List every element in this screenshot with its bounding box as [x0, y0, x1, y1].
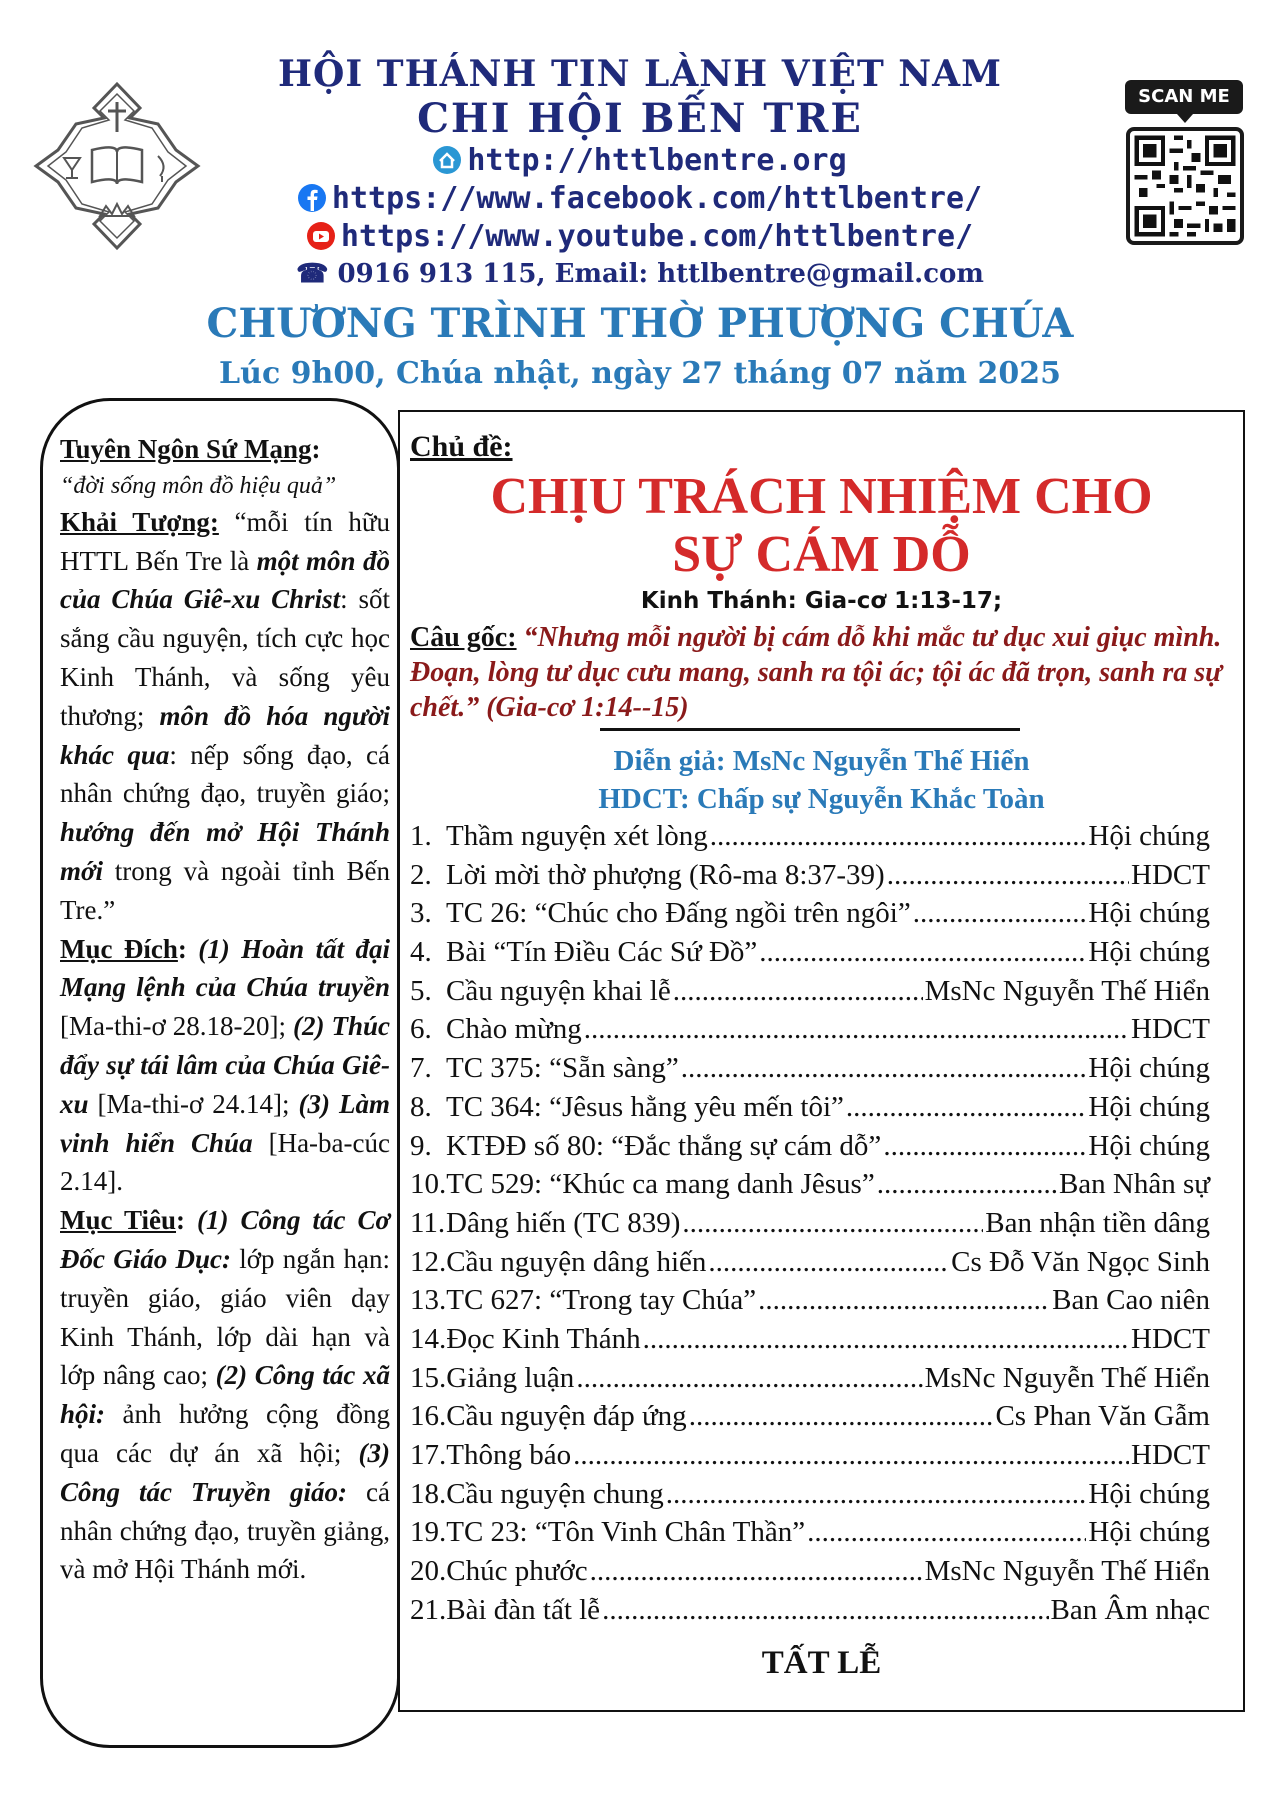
order-item-responsible: HDCT — [1131, 1439, 1210, 1471]
order-item-responsible: Hội chúng — [1088, 897, 1210, 930]
order-item-title: Lời mời thờ phượng (Rô-ma 8:37-39) — [446, 858, 885, 891]
purpose-label: Mục Đích — [60, 933, 178, 964]
divider — [600, 728, 1020, 731]
goals-text: ảnh hưởng cộng đồng qua các dự án xã hội; — [60, 1399, 390, 1468]
order-item-responsible: MsNc Nguyễn Thế Hiển — [924, 1361, 1210, 1394]
youtube-url[interactable]: https://www.youtube.com/httlbentre/ — [340, 219, 974, 254]
order-item-title: Chào mừng — [446, 1013, 582, 1046]
sermon-title-line1: CHỊU TRÁCH NHIỆM CHO — [490, 468, 1153, 525]
order-item-title: TC 364: “Jêsus hằng yêu mến tôi” — [446, 1090, 844, 1123]
order-item-number: 8. — [410, 1090, 432, 1123]
order-item-number: 1. — [410, 820, 432, 852]
order-item-number: 12. — [410, 1245, 447, 1278]
order-item — [410, 1207, 1210, 1246]
order-item-number: 18. — [410, 1477, 447, 1510]
vision-text: “mỗi tín hữu HTTL Bến Tre là — [60, 506, 391, 576]
header — [200, 52, 1080, 396]
goals-emphasis: (2) Công tác xã hội: — [60, 1360, 391, 1430]
program-title: CHƯƠNG TRÌNH THỜ PHƯỢNG CHÚA — [206, 300, 1074, 347]
order-item-responsible: Cs Phan Văn Gẫm — [995, 1400, 1210, 1433]
vision-emphasis: một môn đồ của Chúa Giê-xu Christ — [60, 545, 390, 615]
dot-leader — [877, 1168, 1057, 1201]
dot-leader — [576, 1362, 922, 1395]
order-item-number: 6. — [410, 1013, 432, 1046]
order-item-title: TC 627: “Trong tay Chúa” — [446, 1284, 757, 1317]
branch-name: CHI HỘI BẾN TRE — [417, 95, 863, 142]
order-item-title: TC 26: “Chúc cho Đấng ngồi trên ngôi” — [446, 897, 911, 930]
order-item-number: 19. — [410, 1516, 447, 1549]
order-item — [410, 1130, 1210, 1169]
order-item-title: KTĐĐ số 80: “Đắc thắng sự cám dỗ” — [446, 1129, 882, 1162]
order-item-responsible: Hội chúng — [1088, 1052, 1210, 1085]
order-item-title: Thông báo — [446, 1439, 572, 1471]
speaker-name: Diễn giả: MsNc Nguyễn Thế Hiển — [613, 745, 1030, 777]
order-item-number: 13. — [410, 1284, 447, 1317]
organization-name: HỘI THÁNH TIN LÀNH VIỆT NAM — [278, 53, 1002, 95]
order-item-responsible: Hội chúng — [1088, 936, 1210, 969]
goals-label: Mục Tiêu — [60, 1205, 177, 1236]
dot-leader — [666, 1478, 1087, 1511]
key-verse-label: Câu gốc: — [410, 622, 517, 653]
speaker-block — [398, 742, 1245, 818]
facebook-icon — [298, 184, 326, 212]
order-item-title: Đọc Kinh Thánh — [446, 1322, 641, 1355]
order-item-responsible: HDCT — [1131, 1013, 1210, 1046]
purpose-text: [Ma-thi-ơ 28.18-20]; — [60, 1011, 293, 1042]
order-item-responsible: MsNc Nguyễn Thế Hiển — [924, 974, 1210, 1007]
purpose-emphasis: (1) Hoàn tất đại Mạng lệnh của Chúa truyền — [60, 933, 390, 1003]
order-item — [410, 1478, 1210, 1517]
order-item — [410, 975, 1210, 1014]
order-item — [410, 1168, 1210, 1207]
order-item-number: 14. — [410, 1322, 447, 1355]
purpose-text: [Ma-thi-ơ 24.14]; — [88, 1088, 299, 1119]
scripture-reference: Kinh Thánh: Gia-cơ 1:13-17; — [640, 588, 1003, 614]
order-item-title: TC 529: “Khúc ca mang danh Jêsus” — [446, 1168, 875, 1201]
order-item-responsible: Ban Âm nhạc — [1050, 1593, 1210, 1626]
order-item — [410, 1052, 1210, 1091]
order-item — [410, 1284, 1210, 1323]
order-item — [410, 1013, 1210, 1052]
youtube-link[interactable] — [200, 218, 1080, 256]
key-verse — [410, 620, 1232, 725]
vision-emphasis: hướng đến mở Hội Thánh mới — [60, 817, 390, 886]
order-item-title: Thầm nguyện xét lòng — [446, 820, 708, 852]
contact-text: 0916 913 115, Email: httlbentre@gmail.com — [337, 259, 984, 289]
church-emblem-icon — [30, 78, 205, 253]
order-item-number: 7. — [410, 1052, 432, 1085]
phone-icon: ☎ — [296, 259, 329, 289]
order-item-title: Cầu nguyện khai lễ — [446, 974, 671, 1007]
order-item-number: 5. — [410, 974, 432, 1007]
dot-leader — [708, 1246, 949, 1279]
order-item-title: TC 375: “Sẵn sàng” — [446, 1052, 679, 1085]
order-item — [410, 1323, 1210, 1362]
order-item — [410, 1091, 1210, 1130]
dot-leader — [682, 1207, 983, 1240]
purpose-text: [Ha-ba-cúc 2.14]. — [60, 1127, 390, 1197]
order-item — [410, 1400, 1210, 1439]
order-item-title: Chúc phước — [446, 1555, 588, 1588]
order-item-title: Bài “Tín Điều Các Sứ Đồ” — [446, 936, 758, 969]
order-item-number: 16. — [410, 1400, 447, 1433]
facebook-link[interactable] — [200, 180, 1080, 218]
order-item-number: 3. — [410, 897, 432, 930]
order-item — [410, 1594, 1210, 1633]
order-item-number: 20. — [410, 1555, 447, 1588]
order-list — [410, 820, 1210, 1632]
vision-text: trong và ngoài tỉnh Bến Tre.” — [60, 855, 390, 925]
purpose-emphasis: (2) Thúc đẩy sự tái lâm của Chúa Giê-xu — [60, 1011, 390, 1119]
order-item-number: 11. — [410, 1206, 446, 1239]
order-item-number: 9. — [410, 1129, 432, 1162]
dot-leader — [710, 820, 1087, 853]
order-item-responsible: Ban Cao niên — [1052, 1284, 1210, 1317]
order-item-responsible: Hội chúng — [1088, 1129, 1210, 1162]
closing-label: TẤT LỄ — [761, 1645, 882, 1681]
order-item — [410, 1362, 1210, 1401]
website-url[interactable]: http://httlbentre.org — [467, 143, 847, 178]
purpose-emphasis: (3) Làm vinh hiển Chúa — [60, 1088, 390, 1158]
order-item-responsible: Ban Nhân sự — [1058, 1168, 1210, 1201]
dot-leader — [913, 897, 1087, 930]
order-item-title: Bài đàn tất lễ — [446, 1593, 601, 1626]
sermon-title — [398, 468, 1245, 584]
order-item — [410, 1555, 1210, 1594]
facebook-url[interactable]: https://www.facebook.com/httlbentre/ — [331, 181, 983, 216]
dot-leader — [846, 1091, 1087, 1124]
vision-text: : nếp sống đạo, cá nhân chứng đạo, truyền giáo; — [60, 739, 390, 809]
sermon-title-line2: SỰ CÁM DỖ — [672, 526, 971, 583]
dot-leader — [584, 1013, 1129, 1046]
order-item-number: 4. — [410, 936, 432, 969]
dot-leader — [643, 1323, 1129, 1356]
dot-leader — [689, 1400, 994, 1433]
order-item-responsible: Ban nhận tiền dâng — [985, 1206, 1210, 1239]
order-item-title: Dâng hiến (TC 839) — [446, 1206, 681, 1239]
order-item-title: TC 23: “Tôn Vinh Chân Thần” — [446, 1516, 806, 1549]
order-item-title: Cầu nguyện đáp ứng — [446, 1400, 687, 1433]
goals-emphasis: (3) Công tác Truyền giáo: — [60, 1437, 390, 1507]
order-item — [410, 1516, 1210, 1555]
order-item-responsible: HDCT — [1131, 858, 1210, 891]
order-item-number: 2. — [410, 858, 432, 891]
goals-text: cá nhân chứng đạo, truyền giảng, và mở Hội Thánh mới. — [60, 1476, 390, 1585]
key-verse-text: “Nhưng mỗi người bị cám dỗ khi mắc tư dục xui giục mình. Đoạn, lòng tư dục cưu mang, sanh ra tội ác; tội ác đã trọn, sanh ra sự chết.” (Gia-cơ 1:14--15) — [410, 622, 1222, 723]
order-item-responsible: Cs Đỗ Văn Ngọc Sinh — [951, 1245, 1210, 1278]
dot-leader — [673, 975, 923, 1008]
order-item-number: 21. — [410, 1593, 447, 1626]
dot-leader — [887, 859, 1129, 892]
dot-leader — [807, 1516, 1086, 1549]
service-datetime: Lúc 9h00, Chúa nhật, ngày 27 tháng 07 năm 2025 — [219, 356, 1061, 391]
host-name: HDCT: Chấp sự Nguyễn Khắc Toàn — [598, 783, 1045, 815]
dot-leader — [602, 1594, 1048, 1627]
order-item — [410, 1246, 1210, 1285]
order-item-number: 17. — [410, 1439, 447, 1471]
theme-label: Chủ đề: — [410, 430, 513, 463]
mission-statement: “đời sống môn đồ hiệu quả” — [60, 472, 337, 499]
order-item-number: 10. — [410, 1168, 447, 1201]
dot-leader — [758, 1284, 1050, 1317]
order-item-responsible: HDCT — [1131, 1322, 1210, 1355]
website-link[interactable] — [200, 142, 1080, 180]
mission-text-block: Tuyên Ngôn Sứ Mạng: “đời sống môn đồ hiệu quả” Khải Tượng: “mỗi tín hữu HTTL Bến Tre là một môn đồ của Chúa Giê-xu Christ: sốt sắng cầu nguyện, tích cực học Kinh Thánh, và sống yêu thương; môn đồ hóa người khác qua: nếp sống đạo, cá nhân chứng đạo, truyền giáo; hướng đến mở Hội Thánh mới trong và ngoài tỉnh Bến Tre.” Mục Đích: (1) Hoàn tất đại Mạng lệnh của Chúa truyền [Ma-thi-ơ 28.18-20]; (2) Thúc đẩy sự tái lâm của Chúa Giê-xu [Ma-thi-ơ 24.14]; (3) Làm vinh hiển Chúa [Ha-ba-cúc 2.14]. Mục Tiêu: (1) Công tác Cơ Đốc Giáo Dục: lớp ngắn hạn: truyền giáo, giáo viên dạy Kinh Thánh, lớp dài hạn và lớp nâng cao; (2) Công tác xã hội: ảnh hưởng cộng đồng qua các dự án xã hội; (3) Công tác Truyền giáo: cá nhân chứng đạo, truyền giảng, và mở Hội Thánh mới. — [60, 434, 391, 1585]
goals-text: lớp ngắn hạn: truyền giáo, giáo viên dạy Kinh Thánh, lớp dài hạn và lớp nâng cao; — [60, 1243, 390, 1391]
order-item-title: Cầu nguyện chung — [446, 1477, 664, 1510]
order-item-responsible: Hội chúng — [1088, 1477, 1210, 1510]
order-item-responsible: Hội chúng — [1088, 1090, 1210, 1123]
youtube-icon — [307, 222, 335, 250]
order-item — [410, 859, 1210, 898]
order-item — [410, 936, 1210, 975]
qr-code-icon[interactable] — [1126, 127, 1244, 245]
order-item-number: 15. — [410, 1361, 447, 1394]
order-item-responsible: MsNc Nguyễn Thế Hiển — [924, 1555, 1210, 1588]
goals-emphasis: (1) Công tác Cơ Đốc Giáo Dục: — [60, 1205, 390, 1274]
home-icon — [433, 146, 461, 174]
mission-label: Tuyên Ngôn Sứ Mạng — [60, 434, 312, 464]
dot-leader — [573, 1439, 1129, 1472]
order-item — [410, 820, 1210, 859]
vision-label: Khải Tượng: — [60, 506, 219, 537]
dot-leader — [590, 1555, 923, 1588]
vision-emphasis: môn đồ hóa người khác qua — [60, 700, 391, 770]
order-item — [410, 897, 1210, 936]
order-item-title: Cầu nguyện dâng hiến — [446, 1245, 707, 1278]
order-item-responsible: Hội chúng — [1088, 820, 1210, 852]
contact-line — [200, 256, 1080, 292]
order-item — [410, 1439, 1210, 1478]
dot-leader — [759, 936, 1086, 969]
dot-leader — [681, 1052, 1087, 1085]
order-item-title: Giảng luận — [446, 1361, 575, 1394]
order-item-responsible: Hội chúng — [1088, 1516, 1210, 1549]
dot-leader — [883, 1130, 1086, 1163]
vision-text: : sốt sắng cầu nguyện, tích cực học Kinh Thánh, và sống yêu thương; — [60, 584, 391, 731]
scan-me-badge: SCAN ME — [1125, 80, 1243, 114]
